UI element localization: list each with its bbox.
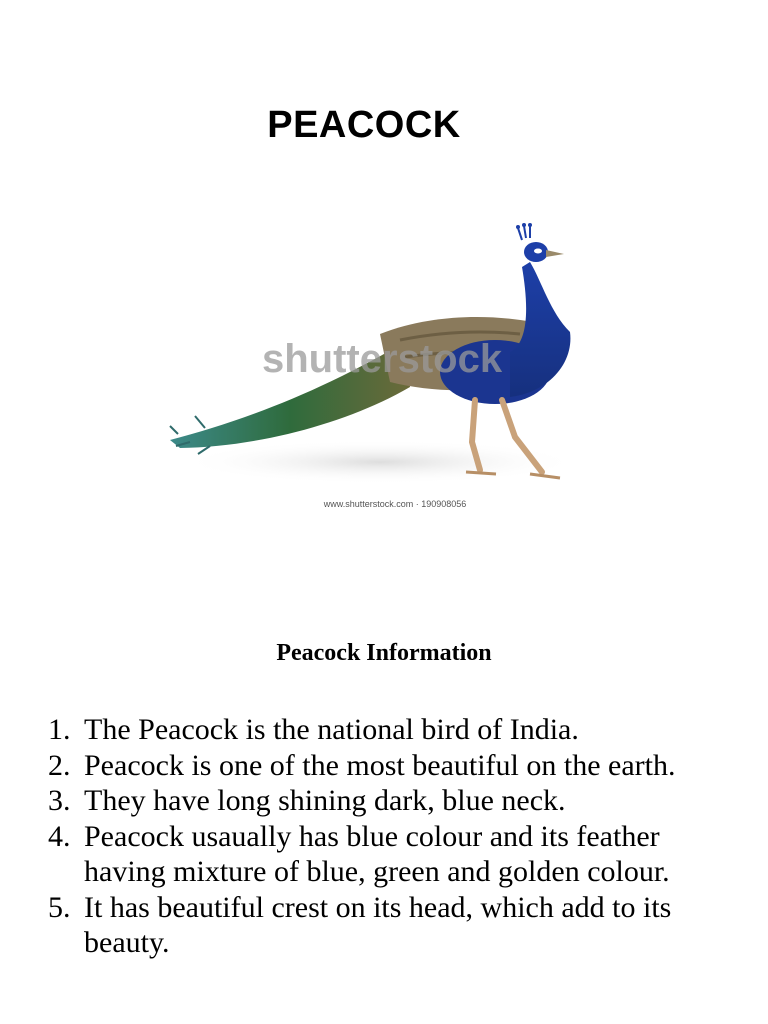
fact-text: It has beautiful crest on its head, which add to its beauty. <box>84 890 672 959</box>
fact-text: They have long shining dark, blue neck. <box>84 784 566 817</box>
fact-text: Peacock is one of the most beautiful on the earth. <box>84 748 676 782</box>
fact-number: 1. <box>48 713 71 746</box>
fact-text: Peacock usaually has blue colour and its feather having mixture of blue, green and golden colour. <box>84 819 670 888</box>
fact-text: The Peacock is the national bird of India. <box>84 713 579 746</box>
section-title: Peacock Information <box>276 640 492 666</box>
fact-item <box>44 748 734 784</box>
fact-item <box>44 890 734 961</box>
fact-list <box>44 712 734 961</box>
fact-item <box>44 819 734 890</box>
fact-number: 2. <box>48 748 71 782</box>
peacock-photo <box>150 222 590 522</box>
fact-item <box>44 712 734 748</box>
fact-item <box>44 783 734 819</box>
watermark-text: shutterstock <box>262 337 503 381</box>
fact-number: 4. <box>48 819 71 853</box>
fact-number: 3. <box>48 784 71 817</box>
image-credit: www.shutterstock.com · 190908056 <box>323 499 467 509</box>
fact-number: 5. <box>48 890 71 924</box>
page-title: PEACOCK <box>267 104 461 146</box>
